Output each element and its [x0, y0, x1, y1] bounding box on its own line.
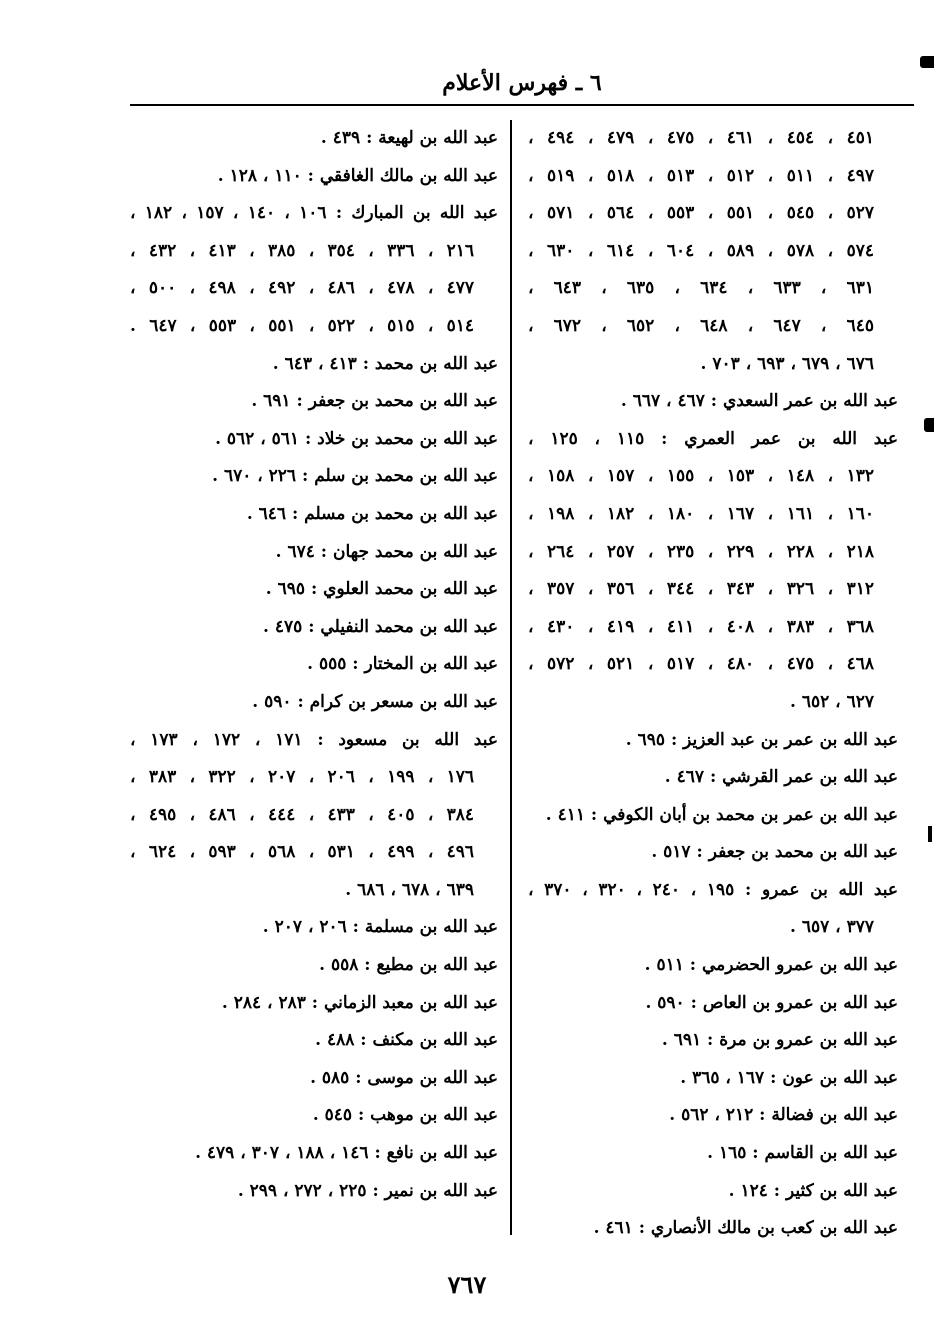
index-entry-continuation: ٢١٨ ، ٢٢٨ ، ٢٢٩ ، ٢٣٥ ، ٢٥٧ ، ٢٦٤ ،	[528, 541, 875, 562]
index-entry: عبد الله بن عمرو الحضرمي : ٥١١ .	[644, 955, 898, 976]
index-entry-continuation: ١٣٢ ، ١٤٨ ، ١٥٣ ، ١٥٥ ، ١٥٧ ، ١٥٨ ،	[528, 466, 875, 487]
index-entry-continuation: ٦٧٦ ، ٦٧٩ ، ٦٩٣ ، ٧٠٣ .	[700, 353, 874, 374]
index-entry: عبد الله بن القاسم : ١٦٥ .	[707, 1143, 898, 1164]
index-entry: عبد الله بن عمر بن عبد العزيز : ٦٩٥ .	[625, 729, 898, 750]
index-entry: عبد الله بن لهيعة : ٤٣٩ .	[320, 128, 498, 148]
index-entry: عبد الله بن مطيع : ٥٥٨ .	[319, 955, 498, 976]
index-entry: عبد الله بن مالك الغافقي : ١١٠ ، ١٢٨ .	[217, 165, 498, 186]
index-entry: عبد الله بن محمد بن جعفر : ٥١٧ .	[651, 842, 898, 863]
index-entry: عبد الله بن عون : ١٦٧ ، ٣٦٥ .	[680, 1067, 898, 1088]
index-entry: عبد الله بن محمد جهان : ٦٧٤ .	[275, 541, 498, 562]
index-entry: عبد الله بن عمرو : ١٩٥ ، ٢٤٠ ، ٣٢٠ ، ٣٧٠ ،	[528, 879, 898, 900]
index-entry: عبد الله بن معبد الزماني : ٢٨٣ ، ٢٨٤ .	[221, 992, 498, 1013]
index-entry: عبد الله بن محمد : ٤١٣ ، ٦٤٣ .	[272, 353, 498, 374]
scan-mark-lower	[928, 826, 932, 842]
index-entry: عبد الله بن مسلمة : ٢٠٦ ، ٢٠٧ .	[262, 917, 498, 938]
index-entry-continuation: ٦٣٩ ، ٦٧٨ ، ٦٨٦ .	[345, 879, 474, 900]
index-column-left	[130, 120, 498, 1210]
index-entry: عبد الله بن مسعر بن كرام : ٥٩٠ .	[252, 691, 498, 712]
index-entry: عبد الله بن محمد بن خلاد : ٥٦١ ، ٥٦٢ .	[215, 428, 498, 449]
index-entry-continuation: ٦٢٧ ، ٦٥٢ .	[790, 691, 874, 712]
index-entry: عبد الله بن محمد العلوي : ٦٩٥ .	[265, 579, 498, 600]
index-entry-continuation: ١٧٦ ، ١٩٩ ، ٢٠٦ ، ٢٠٧ ، ٣٢٢ ، ٣٨٣ ،	[130, 767, 475, 788]
index-column-right	[528, 120, 898, 1248]
index-entry: عبد الله بن نمير : ٢٢٥ ، ٢٧٢ ، ٢٩٩ .	[237, 1180, 498, 1201]
index-entry: عبد الله بن عمرو بن العاص : ٥٩٠ .	[645, 992, 898, 1013]
index-entry-continuation: ٣٦٨ ، ٣٨٣ ، ٤٠٨ ، ٤١١ ، ٤١٩ ، ٤٣٠ ،	[528, 616, 875, 637]
scan-mark-middle	[924, 418, 934, 432]
scan-mark-top	[920, 56, 934, 68]
index-entry-continuation: ٥١٤ ، ٥١٥ ، ٥٢٢ ، ٥٥١ ، ٥٥٣ ، ٦٤٧ .	[130, 315, 475, 336]
index-entry-continuation: ٥٧٤ ، ٥٧٨ ، ٥٨٩ ، ٦٠٤ ، ٦١٤ ، ٦٣٠ ،	[528, 240, 875, 261]
index-entry: عبد الله بن مسعود : ١٧١ ، ١٧٢ ، ١٧٣ ،	[130, 729, 498, 750]
index-entry-continuation: ١٦٠ ، ١٦١ ، ١٦٧ ، ١٨٠ ، ١٨٢ ، ١٩٨ ،	[528, 503, 875, 524]
page-title: ٦ ـ فهرس الأعلام	[442, 70, 602, 96]
index-entry: عبد الله بن موهب : ٥٤٥ .	[312, 1105, 498, 1126]
index-entry-continuation: ٣٧٧ ، ٦٥٧ .	[790, 917, 874, 938]
index-entry: عبد الله بن عمر السعدي : ٤٦٧ ، ٦٦٧ .	[620, 391, 898, 412]
index-entry-continuation: ٤٧٧ ، ٤٧٨ ، ٤٨٦ ، ٤٩٢ ، ٤٩٨ ، ٥٠٠ ،	[130, 278, 475, 299]
page-header	[130, 64, 914, 106]
index-entry: عبد الله بن مكنف : ٤٨٨ .	[315, 1030, 498, 1051]
index-entry-continuation: ٣٨٤ ، ٤٠٥ ، ٤٣٣ ، ٤٤٤ ، ٤٨٦ ، ٤٩٥ ،	[130, 804, 475, 825]
index-entry: عبد الله بن موسى : ٥٨٥ .	[310, 1067, 498, 1088]
index-entry: عبد الله بن محمد بن جعفر : ٦٩١ .	[251, 391, 498, 412]
index-entry: عبد الله بن المبارك : ١٠٦ ، ١٤٠ ، ١٥٧ ، ١٨٢ ،	[130, 203, 498, 224]
index-entry-continuation: ٤٥١ ، ٤٥٤ ، ٤٦١ ، ٤٧٥ ، ٤٧٩ ، ٤٩٤ ،	[528, 128, 875, 148]
index-entry: عبد الله بن عمر القرشي : ٤٦٧ .	[664, 767, 898, 788]
index-entry-continuation: ٤٦٨ ، ٤٧٥ ، ٤٨٠ ، ٥١٧ ، ٥٢١ ، ٥٧٢ ،	[528, 654, 875, 675]
index-entry-continuation: ٣١٢ ، ٣٢٦ ، ٣٤٣ ، ٣٤٤ ، ٣٥٦ ، ٣٥٧ ،	[528, 579, 875, 600]
index-entry: عبد الله بن عمر بن محمد بن أبان الكوفي : ٤١١ .	[545, 804, 898, 825]
index-entry: عبد الله بن المختار : ٥٥٥ .	[307, 654, 498, 675]
index-entry: عبد الله بن عمرو بن مرة : ٦٩١ .	[661, 1030, 898, 1051]
index-entry: عبد الله بن نافع : ١٤٦ ، ١٨٨ ، ٣٠٧ ، ٤٧٩ .	[195, 1143, 498, 1164]
index-entry: عبد الله بن محمد النفيلي : ٤٧٥ .	[263, 616, 498, 637]
index-entry: عبد الله بن كثير : ١٢٤ .	[728, 1180, 898, 1201]
index-entry: عبد الله بن كعب بن مالك الأنصاري : ٤٦١ .	[593, 1218, 898, 1239]
index-entry-continuation: ٤٩٧ ، ٥١١ ، ٥١٢ ، ٥١٣ ، ٥١٨ ، ٥١٩ ،	[528, 165, 875, 186]
index-entry-continuation: ٦٣١ ، ٦٣٣ ، ٦٣٤ ، ٦٣٥ ، ٦٤٣ ،	[528, 278, 874, 299]
page-number: ٧٦٧	[447, 1270, 487, 1299]
index-entry: عبد الله بن محمد بن مسلم : ٦٤٦ .	[246, 503, 498, 524]
index-entry-continuation: ٦٤٥ ، ٦٤٧ ، ٦٤٨ ، ٦٥٢ ، ٦٧٢ ،	[528, 315, 874, 336]
index-entry-continuation: ٤٩٦ ، ٤٩٩ ، ٥٣١ ، ٥٦٨ ، ٥٩٣ ، ٦٢٤ ،	[130, 842, 475, 863]
index-entry: عبد الله بن محمد بن سلم : ٢٢٦ ، ٦٧٠ .	[212, 466, 498, 487]
index-entry-continuation: ٥٢٧ ، ٥٤٥ ، ٥٥١ ، ٥٥٣ ، ٥٦٤ ، ٥٧١ ،	[528, 203, 875, 224]
column-divider	[510, 120, 512, 1235]
index-entry: عبد الله بن عمر العمري : ١١٥ ، ١٢٥ ،	[528, 428, 898, 449]
index-entry: عبد الله بن فضالة : ٢١٢ ، ٥٦٢ .	[669, 1105, 898, 1126]
index-entry-continuation: ٢١٦ ، ٣٣٦ ، ٣٥٤ ، ٣٨٥ ، ٤١٣ ، ٤٣٢ ،	[130, 240, 475, 261]
